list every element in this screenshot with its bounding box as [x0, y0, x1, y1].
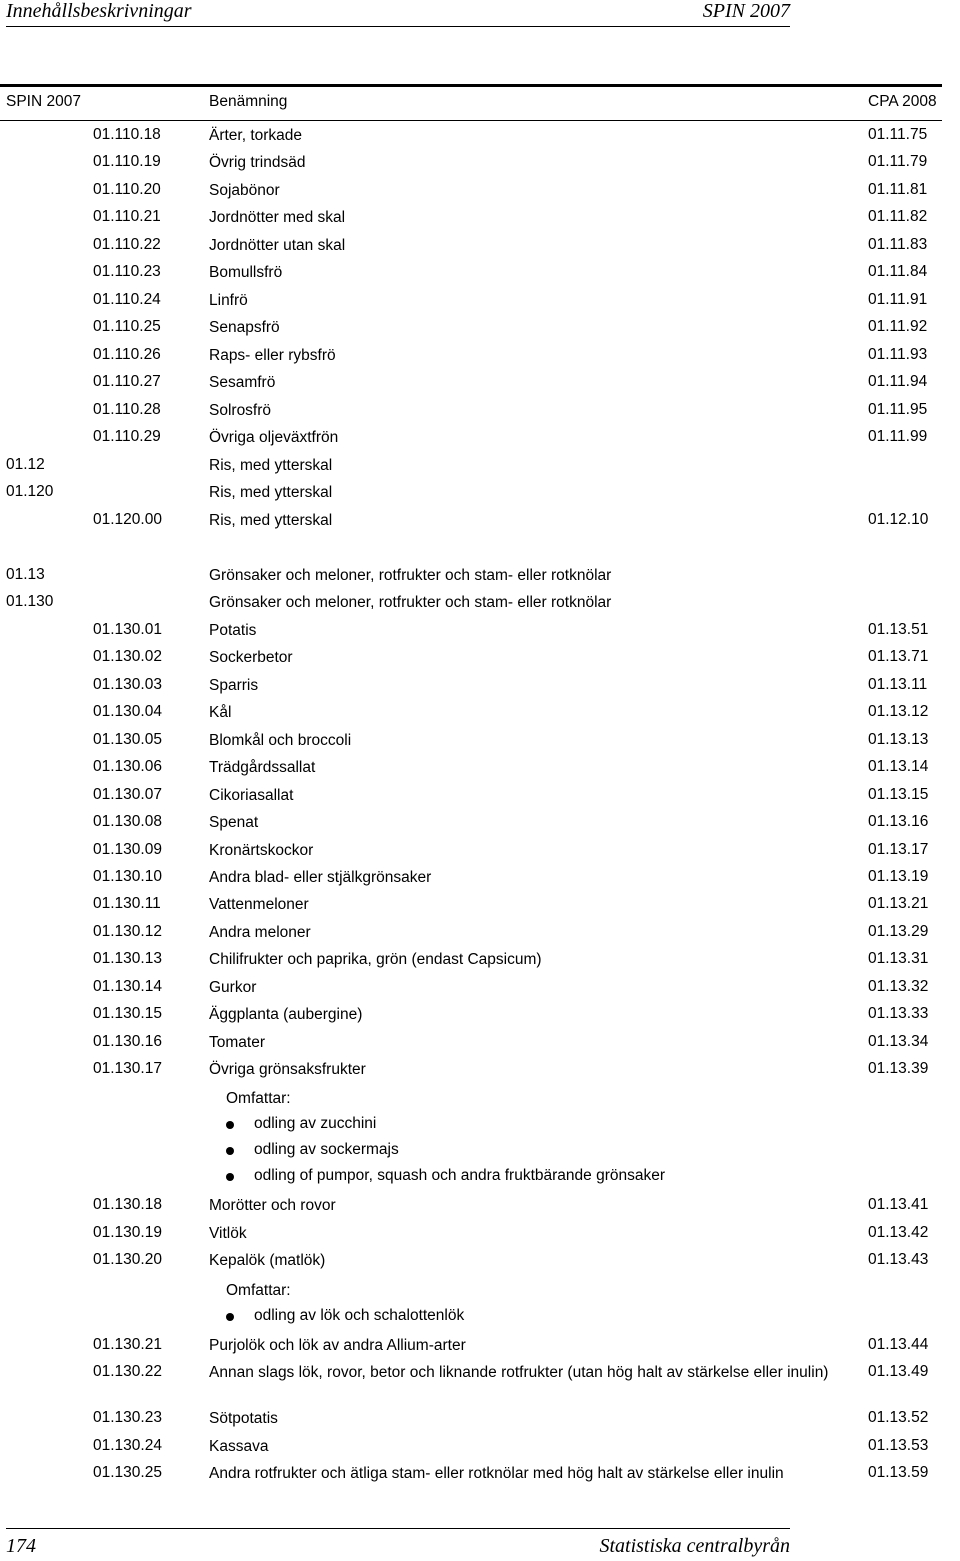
item-name: Vattenmeloner [209, 896, 309, 913]
item-name: Andra rotfrukter och ätliga stam- eller rotknölar med hög halt av stärkelse eller inulin [209, 1465, 784, 1482]
cpa-code: 01.13.11 [868, 676, 928, 693]
item-name: Senapsfrö [209, 319, 280, 336]
note-label: Omfattar: [226, 1282, 291, 1299]
bullet-dot-icon [226, 1121, 234, 1129]
note-bullet-text: odling av sockermajs [254, 1141, 399, 1158]
item-name: Sesamfrö [209, 374, 276, 391]
item-name: Spenat [209, 814, 259, 831]
cpa-code: 01.13.19 [868, 868, 929, 885]
item-name: Ärter, torkade [209, 127, 303, 144]
cpa-code: 01.11.79 [868, 153, 928, 170]
cpa-code: 01.13.14 [868, 758, 929, 775]
cpa-code: 01.13.29 [868, 923, 929, 940]
cpa-code: 01.13.31 [868, 950, 929, 967]
spin-subclass-code: 01.110.25 [93, 318, 161, 335]
spin-subclass-code: 01.130.23 [93, 1409, 162, 1426]
cpa-code: 01.13.39 [868, 1060, 929, 1077]
cpa-code: 01.11.99 [868, 428, 928, 445]
cpa-code: 01.11.91 [868, 291, 928, 308]
spin-group-code: 01.12 [6, 456, 45, 473]
item-name: Grönsaker och meloner, rotfrukter och stam- eller rotknölar [209, 594, 612, 611]
spin-subclass-code: 01.110.20 [93, 181, 161, 198]
item-name: Potatis [209, 622, 257, 639]
item-name: Trädgårdssallat [209, 759, 316, 776]
cpa-code: 01.11.84 [868, 263, 928, 280]
item-name: Sötpotatis [209, 1410, 278, 1427]
item-name: Grönsaker och meloner, rotfrukter och stam- eller rotknölar [209, 567, 612, 584]
item-name: Sojabönor [209, 182, 280, 199]
spin-subclass-code: 01.130.02 [93, 648, 162, 665]
spin-subclass-code: 01.110.26 [93, 346, 161, 363]
item-name: Purjolök och lök av andra Allium-arter [209, 1337, 466, 1354]
cpa-code: 01.11.92 [868, 318, 928, 335]
item-name: Kassava [209, 1438, 269, 1455]
cpa-code: 01.11.83 [868, 236, 928, 253]
spin-subclass-code: 01.130.21 [93, 1336, 162, 1353]
spin-subclass-code: 01.130.16 [93, 1033, 162, 1050]
spin-group-code: 01.120 [6, 483, 54, 500]
cpa-code: 01.13.49 [868, 1363, 929, 1380]
spin-subclass-code: 01.130.06 [93, 758, 162, 775]
cpa-code: 01.13.15 [868, 786, 929, 803]
cpa-code: 01.13.16 [868, 813, 929, 830]
spin-subclass-code: 01.110.18 [93, 126, 161, 143]
item-name: Ris, med ytterskal [209, 457, 333, 474]
spin-subclass-code: 01.130.14 [93, 978, 162, 995]
spin-subclass-code: 01.130.01 [93, 621, 162, 638]
cpa-code: 01.13.32 [868, 978, 929, 995]
spin-subclass-code: 01.130.17 [93, 1060, 162, 1077]
cpa-code: 01.13.33 [868, 1005, 929, 1022]
item-name: Ris, med ytterskal [209, 512, 333, 529]
cpa-code: 01.13.13 [868, 731, 929, 748]
spin-subclass-code: 01.110.24 [93, 291, 161, 308]
spin-subclass-code: 01.130.13 [93, 950, 162, 967]
note-bullet-text: odling of pumpor, squash och andra fruktbärande grönsaker [254, 1167, 666, 1184]
spin-subclass-code: 01.130.20 [93, 1251, 162, 1268]
item-name: Övriga grönsaksfrukter [209, 1061, 366, 1078]
item-name: Morötter och rovor [209, 1197, 336, 1214]
column-header-spin: SPIN 2007 [6, 93, 81, 110]
cpa-code: 01.13.21 [868, 895, 929, 912]
item-name: Jordnötter utan skal [209, 237, 346, 254]
bullet-dot-icon [226, 1313, 234, 1321]
note-bullet-text: odling av lök och schalottenlök [254, 1307, 465, 1324]
column-header-cpa: CPA 2008 [868, 93, 937, 110]
item-name: Cikoriasallat [209, 787, 294, 804]
cpa-code: 01.11.94 [868, 373, 928, 390]
spin-subclass-code: 01.130.18 [93, 1196, 162, 1213]
item-name: Jordnötter med skal [209, 209, 346, 226]
spin-subclass-code: 01.110.19 [93, 153, 161, 170]
publisher: Statistiska centralbyrån [599, 1535, 790, 1557]
spin-subclass-code: 01.130.08 [93, 813, 162, 830]
note-bullet-text: odling av zucchini [254, 1115, 377, 1132]
item-name: Linfrö [209, 292, 248, 309]
bullet-dot-icon [226, 1173, 234, 1181]
spin-subclass-code: 01.110.22 [93, 236, 161, 253]
spin-subclass-code: 01.130.03 [93, 676, 162, 693]
page-footer [6, 1528, 790, 1561]
item-name: Övriga oljeväxtfrön [209, 429, 339, 446]
spin-group-code: 01.13 [6, 566, 45, 583]
spin-subclass-code: 01.130.04 [93, 703, 162, 720]
column-header-name: Benämning [209, 93, 288, 110]
spin-subclass-code: 01.130.11 [93, 895, 161, 912]
cpa-code: 01.11.81 [868, 181, 928, 198]
item-name: Kronärtskockor [209, 842, 314, 859]
cpa-code: 01.13.51 [868, 621, 929, 638]
spin-subclass-code: 01.110.23 [93, 263, 161, 280]
spin-subclass-code: 01.130.24 [93, 1437, 162, 1454]
item-name: Solrosfrö [209, 402, 272, 419]
bullet-dot-icon [226, 1147, 234, 1155]
item-name: Chilifrukter och paprika, grön (endast Capsicum) [209, 951, 542, 968]
spin-subclass-code: 01.110.21 [93, 208, 161, 225]
item-name: Sparris [209, 677, 259, 694]
spin-subclass-code: 01.110.28 [93, 401, 161, 418]
cpa-code: 01.13.53 [868, 1437, 929, 1454]
cpa-code: 01.13.12 [868, 703, 929, 720]
cpa-code: 01.11.93 [868, 346, 928, 363]
item-name: Kål [209, 704, 232, 721]
item-name: Gurkor [209, 979, 257, 996]
item-name: Ris, med ytterskal [209, 484, 333, 501]
cpa-code: 01.13.43 [868, 1251, 929, 1268]
item-name: Övrig trindsäd [209, 154, 306, 171]
spin-subclass-code: 01.130.25 [93, 1464, 162, 1481]
cpa-code: 01.13.59 [868, 1464, 929, 1481]
cpa-code: 01.13.44 [868, 1336, 929, 1353]
spin-subclass-code: 01.130.15 [93, 1005, 162, 1022]
cpa-code: 01.11.82 [868, 208, 928, 225]
item-name: Blomkål och broccoli [209, 732, 352, 749]
item-name: Tomater [209, 1034, 265, 1051]
cpa-code: 01.12.10 [868, 511, 929, 528]
note-label: Omfattar: [226, 1090, 291, 1107]
spin-subclass-code: 01.130.05 [93, 731, 162, 748]
table-header-rule [0, 120, 942, 121]
spin-subclass-code: 01.130.09 [93, 841, 162, 858]
item-name: Raps- eller rybsfrö [209, 347, 336, 364]
spin-subclass-code: 01.130.10 [93, 868, 162, 885]
item-name: Andra blad- eller stjälkgrönsaker [209, 869, 432, 886]
cpa-code: 01.13.41 [868, 1196, 929, 1213]
spin-group-code: 01.130 [6, 593, 54, 610]
page-number: 174 [6, 1535, 36, 1557]
spin-subclass-code: 01.110.29 [93, 428, 161, 445]
cpa-code: 01.13.71 [868, 648, 929, 665]
cpa-code: 01.11.95 [868, 401, 928, 418]
item-name: Annan slags lök, rovor, betor och liknande rotfrukter (utan hög halt av stärkelse eller inulin) [209, 1364, 829, 1381]
item-name: Vitlök [209, 1225, 247, 1242]
cpa-code: 01.13.34 [868, 1033, 929, 1050]
cpa-code: 01.13.17 [868, 841, 929, 858]
item-name: Äggplanta (aubergine) [209, 1006, 363, 1023]
cpa-code: 01.13.52 [868, 1409, 929, 1426]
spin-subclass-code: 01.130.22 [93, 1363, 162, 1380]
spin-subclass-code: 01.110.27 [93, 373, 161, 390]
item-name: Andra meloner [209, 924, 311, 941]
running-header [6, 0, 790, 27]
item-name: Bomullsfrö [209, 264, 283, 281]
spin-subclass-code: 01.130.07 [93, 786, 162, 803]
running-header-title: Innehållsbeskrivningar [6, 0, 192, 22]
spin-subclass-code: 01.120.00 [93, 511, 162, 528]
spin-subclass-code: 01.130.12 [93, 923, 162, 940]
spin-subclass-code: 01.130.19 [93, 1224, 162, 1241]
item-name: Kepalök (matlök) [209, 1252, 326, 1269]
cpa-code: 01.11.75 [868, 126, 928, 143]
cpa-code: 01.13.42 [868, 1224, 929, 1241]
item-name: Sockerbetor [209, 649, 293, 666]
running-header-edition: SPIN 2007 [702, 0, 790, 22]
table-top-rule [0, 84, 942, 87]
